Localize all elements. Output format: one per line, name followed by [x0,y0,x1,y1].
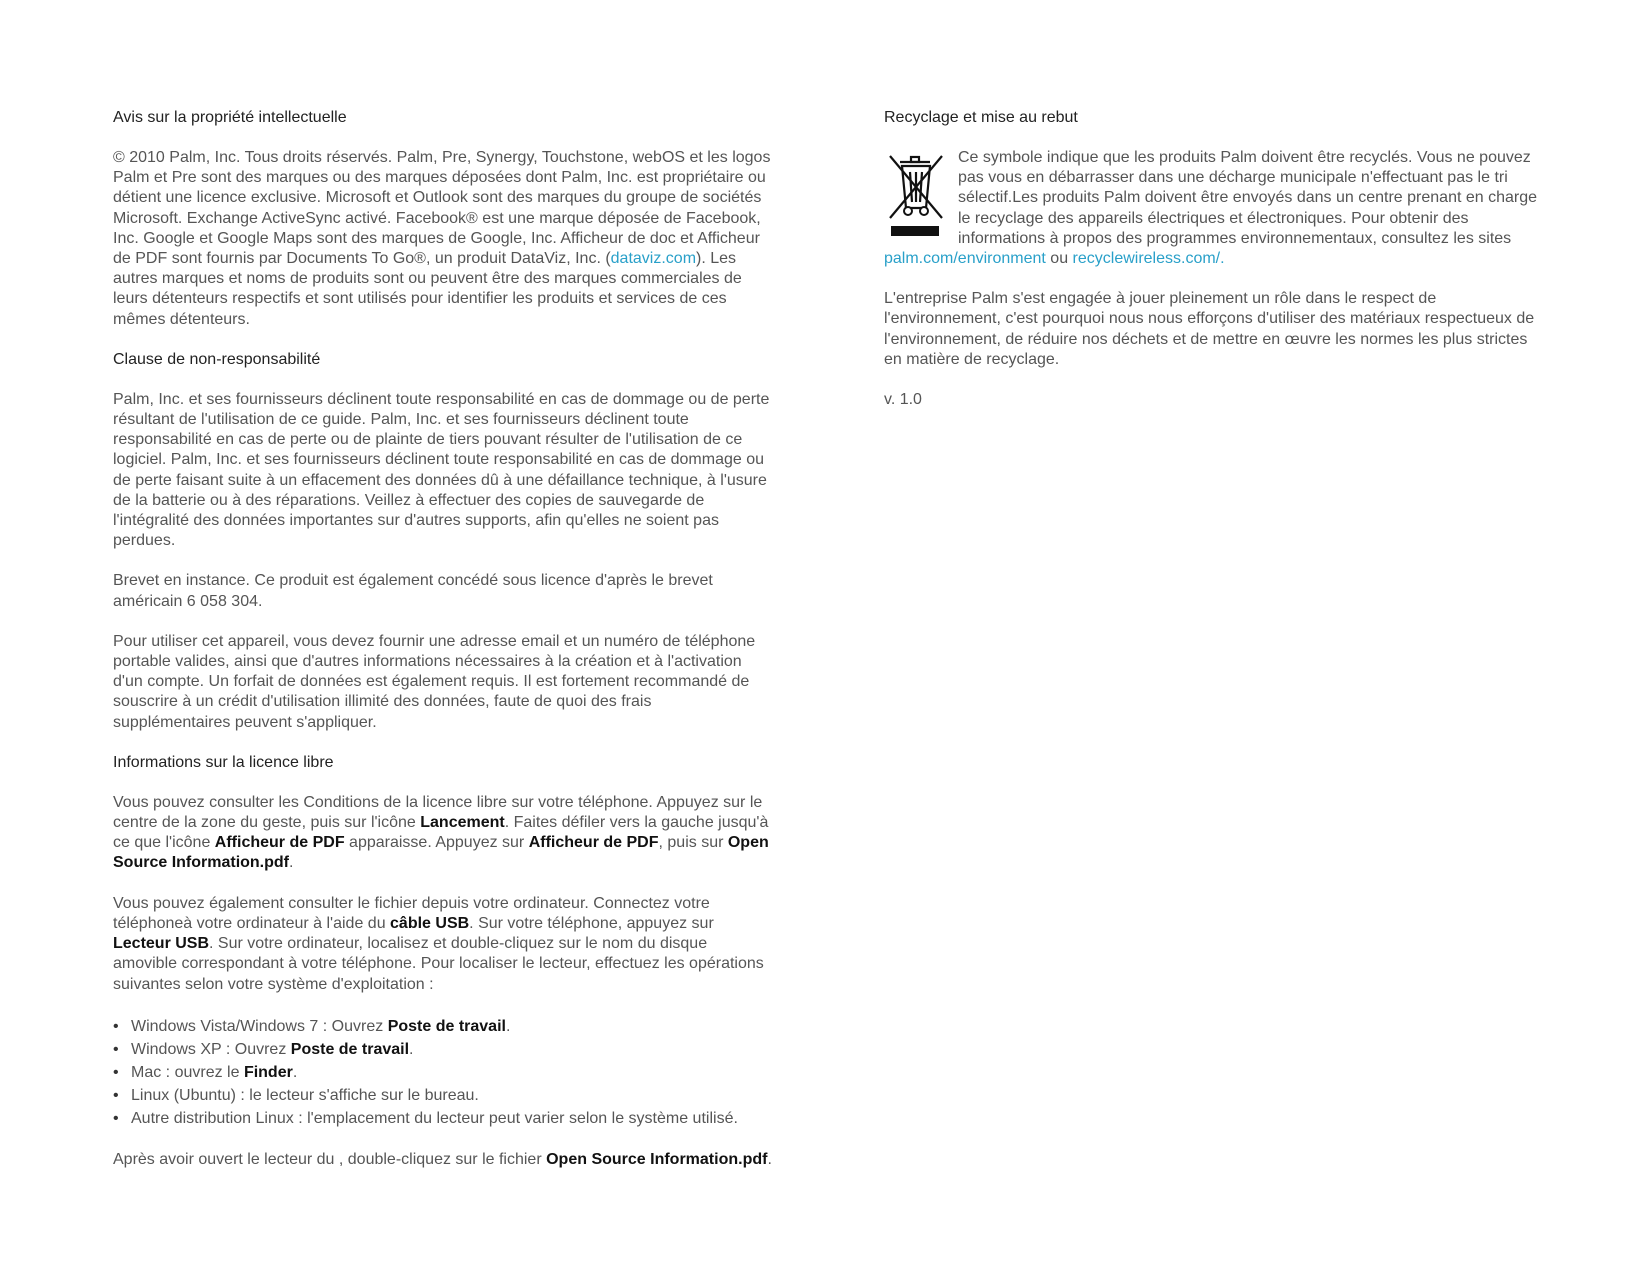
crossed-out-bin-icon [884,148,946,240]
version-label: v. 1.0 [884,391,922,409]
disclaimer-paragraph-1: Palm, Inc. et ses fournisseurs déclinent toute responsabilité en cas de dommage ou de perte résultant de l'utilisation de ce guide. Palm, Inc. et ses fournisseurs déclinent toute responsabilité en cas de perte ou de plainte de tiers pouvant résulter de l'utilisation de ce logiciel. Palm, Inc. et ses fournisseurs déclinent toute responsabilité en cas de dommage ou de perte faisant suite à un effacement des données dû à une défaillance technique, à l'usure de la batterie ou à des réparations. Veillez à effectuer des copies de sauvegarde de l'intégralité des données importantes sur d'autres supports, afin qu'elles ne soient pas perdues. [113,390,770,550]
open-source-file-term: Open Source Information.pdf [113,834,769,872]
open-source-file-term: Open Source Information.pdf [546,1150,768,1168]
usb-drive-term: Lecteur USB [113,935,210,953]
left-column [113,100,773,1190]
os-text: Après avoir ouvert le lecteur du , double-cliquez sur le fichier [113,1150,547,1168]
recycling-block [884,148,1544,269]
recycling-paragraph-1 [884,148,1544,269]
open-source-paragraph-1 [113,793,773,874]
right-column [884,100,1544,430]
list-item [113,1061,773,1084]
os-text: . [767,1150,772,1168]
list-item-term: Finder [243,1063,293,1081]
list-item-text: Windows XP : Ouvrez [131,1040,291,1058]
usb-cable-term: câble USB [390,914,470,932]
ip-notice-paragraph [113,148,773,330]
recycling-text: ou [1045,250,1073,268]
palm-environment-link[interactable]: palm.com/environment [884,250,1046,268]
list-item-text: . [505,1017,511,1035]
list-item-term: Poste de travail [290,1040,410,1058]
list-item: • Autre distribution Linux : l'emplacement du lecteur peut varier selon le système utilisé. [113,1107,773,1130]
list-item [113,1038,773,1061]
launcher-term: Lancement [420,814,505,832]
ip-notice-heading: Avis sur la propriété intellectuelle [113,109,347,126]
os-text: . Sur votre ordinateur, localisez et double-cliquez sur le nom du disque amovible correspondant à votre téléphone. Pour localiser le lecteur, effectuez les opérations suivantes selon votre système d'exploitation : [113,935,764,993]
os-text: . [289,854,294,872]
list-item-text: . [409,1040,414,1058]
open-source-paragraph-3 [113,1150,773,1170]
os-text: . Sur votre téléphone, appuyez sur [469,914,714,932]
list-item-text: . [292,1063,298,1081]
open-source-paragraph-2 [113,894,773,995]
pdf-viewer-term: Afficheur de PDF [214,834,345,852]
ip-notice-text-end: ). Les autres marques et noms de produits sont ou peuvent être des marques commerciales de leurs détenteurs respectifs et sont utilisés pour identifier les produits et services de ces mêmes détenteurs. [113,250,742,328]
list-item-term: Poste de travail [387,1017,506,1035]
list-item [113,1015,773,1038]
os-text: Vous pouvez également consulter le fichier depuis votre ordinateur. Connectez votre téléphoneà votre ordinateur à l'aide du [113,894,710,932]
account-requirements-paragraph: Pour utiliser cet appareil, vous devez fournir une adresse email et un numéro de téléphone portable valides, ainsi que d'autres informations nécessaires à la création et à l'activation d'un compte. Un forfait de données est également requis. Il est fortement recommandé de souscrire à un crédit d'utilisation illimité des données, faute de quoi des frais supplémentaires peuvent s'appliquer. [113,632,756,731]
pdf-viewer-term: Afficheur de PDF [528,834,659,852]
recycling-heading: Recyclage et mise au rebut [884,109,1078,126]
patent-paragraph: Brevet en instance. Ce produit est également concédé sous licence d'après le brevet américain 6 058 304. [113,572,713,610]
recycling-text: Ce symbole indique que les produits Palm doivent être recyclés. Vous ne pouvez pas vous en débarrasser dans une décharge municipale n'effectuant pas le tri sélectif.Les produits Palm doivent être envoyés dans un centre prenant en charge le recyclage des appareils électriques et électroniques. Pour obtenir des informations à propos des programmes environnementaux, consultez les sites [958,149,1538,247]
list-item: • Linux (Ubuntu) : le lecteur s'affiche sur le bureau. [113,1084,773,1107]
recyclewireless-link[interactable]: recyclewireless.com/. [1072,250,1225,268]
os-text: apparaisse. Appuyez sur [344,834,529,852]
os-instructions-list [113,1015,773,1130]
os-text: , puis sur [658,834,728,852]
open-source-heading: Informations sur la licence libre [113,753,334,771]
os-text: Vous pouvez consulter les Conditions de la licence libre sur votre téléphone. Appuyez sur le centre de la zone du geste, puis sur l'icône [113,793,763,832]
dataviz-link[interactable]: dataviz.com [610,250,697,268]
list-item-text: Mac : ouvrez le [131,1063,244,1081]
disclaimer-heading: Clause de non-responsabilité [113,350,321,368]
ip-notice-text: © 2010 Palm, Inc. Tous droits réservés. Palm, Pre, Synergy, Touchstone, webOS et les logos Palm et Pre sont des marques ou des marques déposées dont Palm, Inc. est propriétaire ou détient une licence exclusive. Microsoft et Outlook sont des marques du groupe de sociétés Microsoft. Exchange ActiveSync activé. Facebook® est une marque déposée de Facebook, Inc. Google et Google Maps sont des marques de Google, Inc. Afficheur de doc et Afficheur de PDF sont fournis par Documents To Go®, un produit DataViz, Inc. ( [113,149,771,268]
os-text: . Faites défiler vers la gauche jusqu'à ce que l'icône [113,814,769,852]
environment-commitment-paragraph: L'entreprise Palm s'est engagée à jouer pleinement un rôle dans le respect de l'environnement, c'est pourquoi nous nous efforçons d'utiliser des matériaux respectueux de l'environnement, de réduire nos déchets et de mettre en œuvre les normes les plus strictes en matière de recyclage. [884,290,1535,368]
list-item-text: Windows Vista/Windows 7 : Ouvrez [131,1017,388,1035]
